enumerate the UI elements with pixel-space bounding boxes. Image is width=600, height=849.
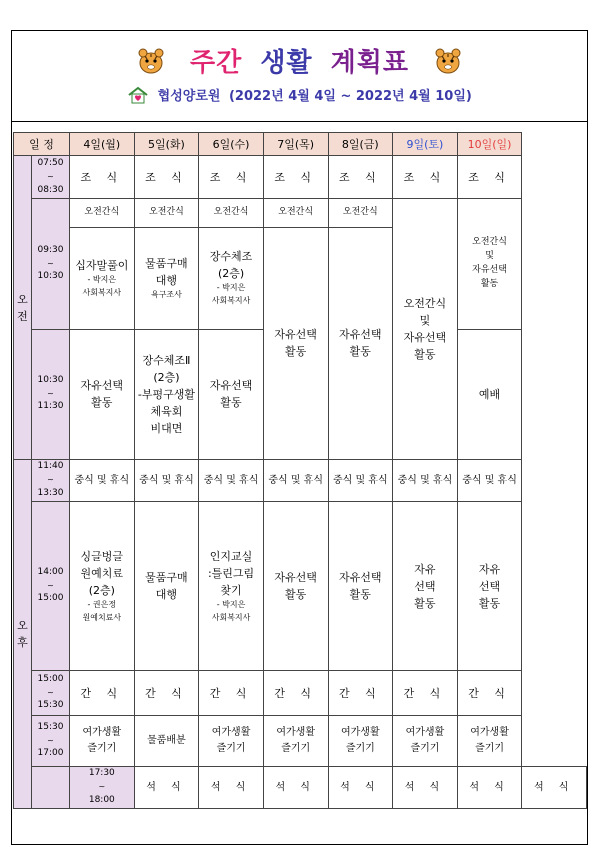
lunch-fri: 중식 및 휴식 xyxy=(328,459,393,501)
wed-afternoon-activity: 인지교실 :틀린그림 찾기 - 박지은 사회복지사 xyxy=(199,502,264,671)
time-slot-8: 17:30 ~ 18:00 xyxy=(70,766,135,808)
table-row xyxy=(14,199,587,228)
dinner-thu: 석 식 xyxy=(328,766,393,808)
leisure-thu: 여가생활 즐기기 xyxy=(263,715,328,766)
snack-am-mon: 오전간식 xyxy=(70,199,135,228)
time-slot-2: 09:30 ~ 10:30 xyxy=(32,199,70,329)
period-range: (2022년 4월 4일 ~ 2022년 4월 10일) xyxy=(228,89,472,104)
sun-morning-activity: 오전간식 및 자유선택 활동 xyxy=(457,199,522,329)
leisure-fri: 여가생활 즐기기 xyxy=(328,715,393,766)
dinner-sat: 석 식 xyxy=(457,766,522,808)
snack-mon: 간 식 xyxy=(70,671,135,716)
period-am: 오 전 xyxy=(14,156,32,460)
day-header-thu: 7일(목) xyxy=(263,133,328,156)
leisure-mon: 여가생활 즐기기 xyxy=(70,715,135,766)
tue-afternoon-activity: 물품구매 대행 xyxy=(134,502,199,671)
tiger-mascot-icon xyxy=(433,46,463,76)
snack-am-fri: 오전간식 xyxy=(328,199,393,228)
table-row xyxy=(14,715,587,766)
sat-afternoon-activity: 자유 선택 활동 xyxy=(393,502,458,671)
breakfast-sat: 조 식 xyxy=(393,156,458,199)
fri-afternoon-activity: 자유선택 활동 xyxy=(328,502,393,671)
title-word-2: 생활 xyxy=(260,48,313,78)
table-row xyxy=(14,671,587,716)
subtitle xyxy=(11,85,588,104)
snack-tue: 간 식 xyxy=(134,671,199,716)
lunch-wed: 중식 및 휴식 xyxy=(199,459,264,501)
wed-late-morning-activity: 자유선택 활동 xyxy=(199,329,264,459)
dinner-fri: 석 식 xyxy=(393,766,458,808)
day-header-tue: 5일(화) xyxy=(134,133,199,156)
org-name: 협성양로원 xyxy=(157,89,221,104)
distribution-tue: 물품배분 xyxy=(134,715,199,766)
lunch-mon: 중식 및 휴식 xyxy=(70,459,135,501)
lunch-thu: 중식 및 휴식 xyxy=(263,459,328,501)
divider xyxy=(11,121,588,122)
lunch-sun: 중식 및 휴식 xyxy=(457,459,522,501)
breakfast-tue: 조 식 xyxy=(134,156,199,199)
period-pm-tail xyxy=(32,766,70,808)
title-row xyxy=(11,42,588,82)
thu-morning-activity: 자유선택 활동 xyxy=(263,227,328,459)
table-row xyxy=(14,766,587,808)
day-header-fri: 8일(금) xyxy=(328,133,393,156)
lunch-tue: 중식 및 휴식 xyxy=(134,459,199,501)
snack-wed: 간 식 xyxy=(199,671,264,716)
snack-fri: 간 식 xyxy=(328,671,393,716)
snack-sun: 간 식 xyxy=(457,671,522,716)
tiger-mascot-icon xyxy=(136,46,166,76)
snack-am-thu: 오전간식 xyxy=(263,199,328,228)
time-slot-6: 15:00 ~ 15:30 xyxy=(32,671,70,716)
table-row xyxy=(14,459,587,501)
time-slot-5: 14:00 ~ 15:00 xyxy=(32,502,70,671)
dinner-wed: 석 식 xyxy=(263,766,328,808)
breakfast-sun: 조 식 xyxy=(457,156,522,199)
fri-morning-activity: 자유선택 활동 xyxy=(328,227,393,459)
breakfast-mon: 조 식 xyxy=(70,156,135,199)
time-slot-1: 07:50 ~ 08:30 xyxy=(32,156,70,199)
snack-am-tue: 오전간식 xyxy=(134,199,199,228)
schedule-header: 일 정 xyxy=(14,133,70,156)
title-word-1: 주간 xyxy=(190,48,243,78)
table-row xyxy=(14,502,587,671)
sat-morning-activity: 오전간식 및 자유선택 활동 xyxy=(393,199,458,460)
snack-sat: 간 식 xyxy=(393,671,458,716)
title-word-3: 계획표 xyxy=(330,48,409,78)
breakfast-thu: 조 식 xyxy=(263,156,328,199)
sun-worship: 예배 xyxy=(457,329,522,459)
day-header-mon: 4일(월) xyxy=(70,133,135,156)
time-slot-4: 11:40 ~ 13:30 xyxy=(32,459,70,501)
sun-afternoon-activity: 자유 선택 활동 xyxy=(457,502,522,671)
day-header-wed: 6일(수) xyxy=(199,133,264,156)
time-slot-7: 15:30 ~ 17:00 xyxy=(32,715,70,766)
dinner-mon: 석 식 xyxy=(134,766,199,808)
tue-late-morning-activity: 장수체조Ⅱ (2층) -부평구생활 체육회 비대면 xyxy=(134,329,199,459)
table-row xyxy=(14,156,587,199)
tue-morning-activity: 물품구매 대행 욕구조사 xyxy=(134,227,199,329)
period-pm: 오 후 xyxy=(14,459,32,808)
time-slot-3: 10:30 ~ 11:30 xyxy=(32,329,70,459)
dinner-tue: 석 식 xyxy=(199,766,264,808)
thu-afternoon-activity: 자유선택 활동 xyxy=(263,502,328,671)
leisure-sat: 여가생활 즐기기 xyxy=(393,715,458,766)
leisure-sun: 여가생활 즐기기 xyxy=(457,715,522,766)
weekly-schedule-table xyxy=(13,132,587,809)
snack-am-wed: 오전간식 xyxy=(199,199,264,228)
day-header-sat: 9일(토) xyxy=(393,133,458,156)
lunch-sat: 중식 및 휴식 xyxy=(393,459,458,501)
header-row xyxy=(14,133,587,156)
wed-morning-activity: 장수체조 (2층) - 박지은 사회복지사 xyxy=(199,227,264,329)
breakfast-wed: 조 식 xyxy=(199,156,264,199)
dinner-sun: 석 식 xyxy=(522,766,587,808)
home-heart-icon xyxy=(127,86,149,104)
mon-late-morning-activity: 자유선택 활동 xyxy=(70,329,135,459)
mon-morning-activity: 십자말풀이 - 박지은 사회복지사 xyxy=(70,227,135,329)
snack-thu: 간 식 xyxy=(263,671,328,716)
leisure-wed: 여가생활 즐기기 xyxy=(199,715,264,766)
breakfast-fri: 조 식 xyxy=(328,156,393,199)
mon-afternoon-activity: 싱글벙글 원예치료 (2층) - 권은정 원예치료사 xyxy=(70,502,135,671)
day-header-sun: 10일(일) xyxy=(457,133,522,156)
